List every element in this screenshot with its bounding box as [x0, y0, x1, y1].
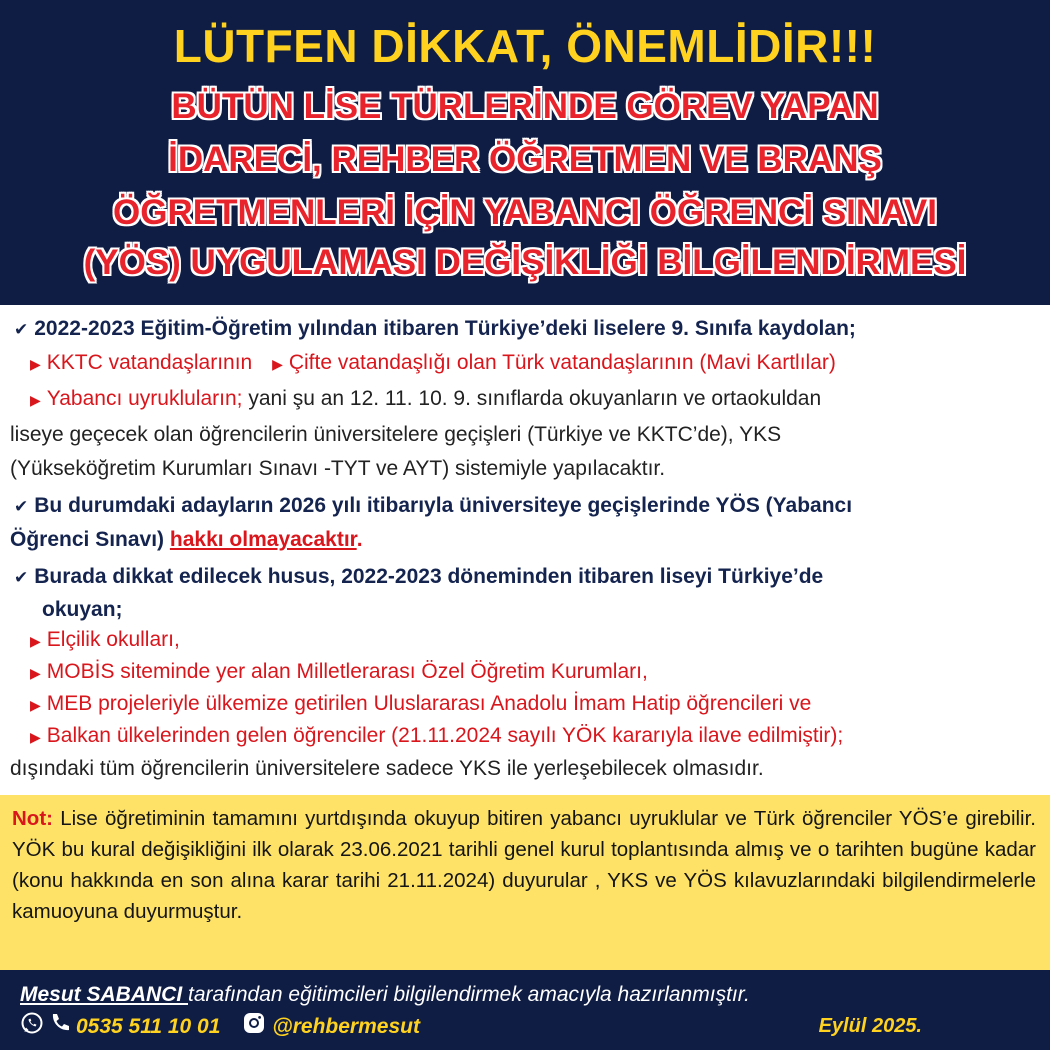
paragraph-1-cont-1: liseye geçecek olan öğrencilerin üniversitelere geçişleri (Türkiye ve KKTC’de), YKS: [10, 423, 782, 446]
list-item: ▶ Elçilik okulları,: [30, 628, 180, 651]
list-item: ▶ Balkan ülkelerinden gelen öğrenciler (21.11.2024 sayılı YÖK kararıyla ilave edilmiştir);: [30, 724, 844, 747]
triangle-bullet-icon: ▶: [30, 665, 41, 681]
phone-icon: [50, 1012, 70, 1043]
triangle-bullet-icon: ▶: [272, 356, 283, 372]
kktc-citizens: KKTC vatandaşlarının: [46, 351, 253, 374]
subtitle-line-3: ÖĞRETMENLERİ İÇİN YABANCI ÖĞRENCİ SINAVI: [113, 193, 937, 232]
dual-citizens: Çifte vatandaşlığı olan Türk vatandaşlarının (Mavi Kartlılar): [288, 351, 836, 374]
list-item: ▶ MOBİS siteminde yer alan Milletlerarası Özel Öğretim Kurumları,: [30, 660, 648, 683]
instagram-handle[interactable]: @rehbermesut: [272, 1015, 420, 1039]
paragraph-2-cont: Öğrenci Sınavı) hakkı olmayacaktır.: [10, 528, 363, 551]
paragraph-3: ✔ Burada dikkat edilecek husus, 2022-2023 döneminden itibaren liseyi Türkiye’de: [14, 565, 824, 588]
header-banner: [0, 0, 1050, 305]
paragraph-1: ✔ 2022-2023 Eğitim-Öğretim yılından itibaren Türkiye’deki liselere 9. Sınıfa kaydolan;: [14, 317, 856, 340]
credit-line: Mesut SABANCI tarafından eğitimcileri bilgilendirmek amacıyla hazırlanmıştır.: [20, 983, 750, 1006]
note-text: Not: Lise öğretiminin tamamını yurtdışında okuyup bitiren yabancı uyruklular ve Türk öğrenciler YÖS’e girebilir. YÖK bu kural değişikliğini ilk olarak 23.06.2021 tarihli genel kurul toplantısında almış ve o tarihten bugüne kadar (konu hakkında en son alına karar tarihi 21.11.2024) duyurular , YKS ve YÖS kılavuzlarındaki bilgilendirmelerle kamuoyuna duyurmuştur.: [12, 807, 1036, 923]
contact-line: [20, 1011, 420, 1041]
triangle-bullet-icon: ▶: [30, 729, 41, 745]
closing-sentence: dışındaki tüm öğrencilerin üniversitelere sadece YKS ile yerleşebilecek olmasıdır.: [10, 757, 764, 780]
whatsapp-icon: [20, 1011, 44, 1044]
publish-date: Eylül 2025.: [818, 1015, 922, 1037]
triangle-bullet-icon: ▶: [30, 697, 41, 713]
note-box: [0, 795, 1050, 970]
check-icon: ✔: [14, 497, 29, 516]
instagram-icon: [242, 1011, 266, 1044]
triangle-bullet-icon: ▶: [30, 392, 41, 408]
check-icon: ✔: [14, 320, 29, 339]
footer: [0, 970, 1050, 1050]
triangle-bullet-icon: ▶: [30, 356, 41, 372]
subtitle-line-4: (YÖS) UYGULAMASI DEĞİŞİKLİĞİ BİLGİLENDİRMESİ: [83, 243, 967, 282]
paragraph-3-cont: okuyan;: [42, 598, 123, 621]
author-name: Mesut SABANCI: [20, 983, 189, 1006]
paragraph-1-cont-2: (Yükseköğretim Kurumları Sınavı -TYT ve AYT) sistemiyle yapılacaktır.: [10, 457, 666, 480]
subtitle-line-2: İDARECİ, REHBER ÖĞRETMEN VE BRANŞ: [168, 140, 882, 179]
note-label: Not:: [12, 807, 53, 830]
bullet-row-citizens: [30, 348, 836, 379]
paragraph-2: ✔ Bu durumdaki adayların 2026 yılı itibarıyla üniversiteye geçişlerinde YÖS (Yabancı: [14, 494, 853, 517]
bullet-row-foreigners: ▶ Yabancı uyrukluların; yani şu an 12. 11. 10. 9. sınıflarda okuyanların ve ortaokuldan: [30, 387, 822, 410]
main-content: [0, 310, 1050, 795]
triangle-bullet-icon: ▶: [30, 633, 41, 649]
subtitle-line-1: BÜTÜN LİSE TÜRLERİNDE GÖREV YAPAN: [171, 87, 879, 126]
page-title: LÜTFEN DİKKAT, ÖNEMLİDİR!!!: [173, 20, 877, 72]
check-icon: ✔: [14, 568, 29, 587]
no-right-emphasis: hakkı olmayacaktır: [169, 528, 357, 551]
phone-number[interactable]: 0535 511 10 01: [76, 1015, 221, 1039]
list-item: ▶ MEB projeleriyle ülkemize getirilen Uluslararası Anadolu İmam Hatip öğrencileri ve: [30, 692, 812, 715]
foreign-nationals: Yabancı uyrukluların;: [46, 387, 243, 410]
